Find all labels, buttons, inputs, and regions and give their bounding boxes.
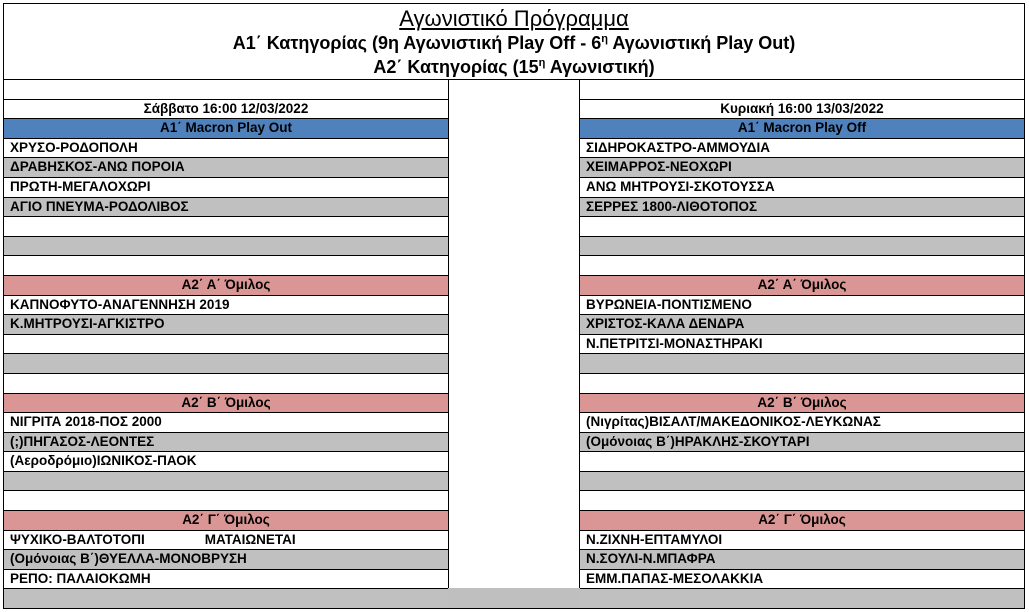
match-row: ΚΑΠΝΟΦΥΤΟ-ΑΝΑΓΕΝΝΗΣΗ 2019 (4, 296, 448, 316)
match-row: Κ.ΜΗΤΡΟΥΣΙ-ΑΓΚΙΣΤΡΟ (4, 315, 448, 335)
empty-row (580, 256, 1024, 276)
group-b-header: Α2΄ Β΄ Όμιλος (4, 394, 448, 414)
match-row: ΒΥΡΩΝΕΙΑ-ΠΟΝΤΙΣΜΕΝΟ (580, 296, 1024, 316)
match-teams: ΨΥΧΙΚΟ-ΒΑΛΤΟΤΟΠΙ (10, 531, 145, 547)
empty-row (580, 217, 1024, 237)
empty-row (580, 472, 1024, 492)
empty-row (4, 256, 448, 276)
empty-row (4, 491, 448, 511)
sunday-column (580, 80, 1024, 609)
sunday-date: Κυριακή 16:00 13/03/2022 (580, 100, 1024, 120)
match-row: ΕΜΜ.ΠΑΠΑΣ-ΜΕΣΟΛΑΚΚΙΑ (580, 570, 1024, 590)
a1-playout-header: Α1΄ Macron Play Out (4, 119, 448, 139)
empty-row (580, 452, 1024, 472)
subtitle-a2: Α2΄ Κατηγορίας ($15^\eta$ Αγωνιστική) (373, 57, 655, 77)
match-row: (Ομόνοιας Β΄)ΘΥΕΛΛΑ-ΜΟΝΟΒΡΥΣΗ (4, 550, 448, 570)
match-row: (;)ΠΗΓΑΣΟΣ-ΛΕΟΝΤΕΣ (4, 433, 448, 453)
group-c-header: Α2΄ Γ΄ Όμιλος (4, 511, 448, 531)
empty-row (4, 354, 448, 374)
match-row: ΣΙΔΗΡΟΚΑΣΤΡΟ-ΑΜΜΟΥΔΙΑ (580, 139, 1024, 159)
match-row: ΣΕΡΡΕΣ 1800-ΛΙΘΟΤΟΠΟΣ (580, 198, 1024, 218)
cancelled-note: ΜΑΤΑΙΩΝΕΤΑΙ (204, 531, 296, 547)
spacer-row (4, 80, 448, 100)
group-a-header: Α2΄ Α΄ Όμιλος (4, 276, 448, 296)
subtitle-a1: Α1΄ Κατηγορίας (9η Αγωνιστική Play Off - $6^\eta$ Αγωνιστική Play Out) (232, 33, 796, 53)
match-row: ΧΡΥΣΟ-ΡΟΔΟΠΟΛΗ (4, 139, 448, 159)
empty-row (4, 237, 448, 257)
empty-row (4, 335, 448, 355)
match-row: ΑΝΩ ΜΗΤΡΟΥΣΙ-ΣΚΟΤΟΥΣΣΑ (580, 178, 1024, 198)
saturday-column (4, 80, 448, 609)
match-row (4, 531, 448, 551)
group-b-header: Α2΄ Β΄ Όμιλος (580, 394, 1024, 414)
empty-row (4, 589, 448, 609)
empty-row (4, 217, 448, 237)
match-row: ΠΡΩΤΗ-ΜΕΓΑΛΟΧΩΡΙ (4, 178, 448, 198)
match-row: (Αεροδρόμιο)ΙΩΝΙΚΟΣ-ΠΑΟΚ (4, 452, 448, 472)
empty-row (580, 237, 1024, 257)
match-row: ΝΙΓΡΙΤΑ 2018-ΠΟΣ 2000 (4, 413, 448, 433)
match-row: ΡΕΠΟ: ΠΑΛΑΙΟΚΩΜΗ (4, 570, 448, 590)
a1-playoff-header: Α1΄ Macron Play Off (580, 119, 1024, 139)
middle-gap-fill (448, 588, 580, 609)
saturday-date: Σάββατο 16:00 12/03/2022 (4, 100, 448, 120)
empty-row (4, 374, 448, 394)
schedule-sheet (3, 3, 1025, 609)
match-row: ΧΕΙΜΑΡΡΟΣ-ΝΕΟΧΩΡΙ (580, 158, 1024, 178)
empty-row (580, 374, 1024, 394)
match-row: ΔΡΑΒΗΣΚΟΣ-ΑΝΩ ΠΟΡΟΙΑ (4, 158, 448, 178)
match-row: (Ομόνοιας Β΄)ΗΡΑΚΛΗΣ-ΣΚΟΥΤΑΡΙ (580, 433, 1024, 453)
spacer-row (580, 80, 1024, 100)
document-title: Αγωνιστικό Πρόγραμμα (399, 6, 629, 31)
empty-row (580, 491, 1024, 511)
match-row: ΑΓΙΟ ΠΝΕΥΜΑ-ΡΟΔΟΛΙΒΟΣ (4, 198, 448, 218)
match-row: (Νιγρίτας)ΒΙΣΑΛΤ/ΜΑΚΕΔΟΝΙΚΟΣ-ΛΕΥΚΩΝΑΣ (580, 413, 1024, 433)
empty-row (580, 589, 1024, 609)
group-c-header: Α2΄ Γ΄ Όμιλος (580, 511, 1024, 531)
match-row: ΧΡΙΣΤΟΣ-ΚΑΛΑ ΔΕΝΔΡΑ (580, 315, 1024, 335)
empty-row (580, 354, 1024, 374)
match-row: Ν.ΖΙΧΝΗ-ΕΠΤΑΜΥΛΟΙ (580, 531, 1024, 551)
match-row: Ν.ΣΟΥΛΙ-Ν.ΜΠΑΦΡΑ (580, 550, 1024, 570)
empty-row (4, 472, 448, 492)
group-a-header: Α2΄ Α΄ Όμιλος (580, 276, 1024, 296)
middle-gap-column (448, 80, 580, 609)
match-row: Ν.ΠΕΤΡΙΤΣΙ-ΜΟΝΑΣΤΗΡΑΚΙ (580, 335, 1024, 355)
